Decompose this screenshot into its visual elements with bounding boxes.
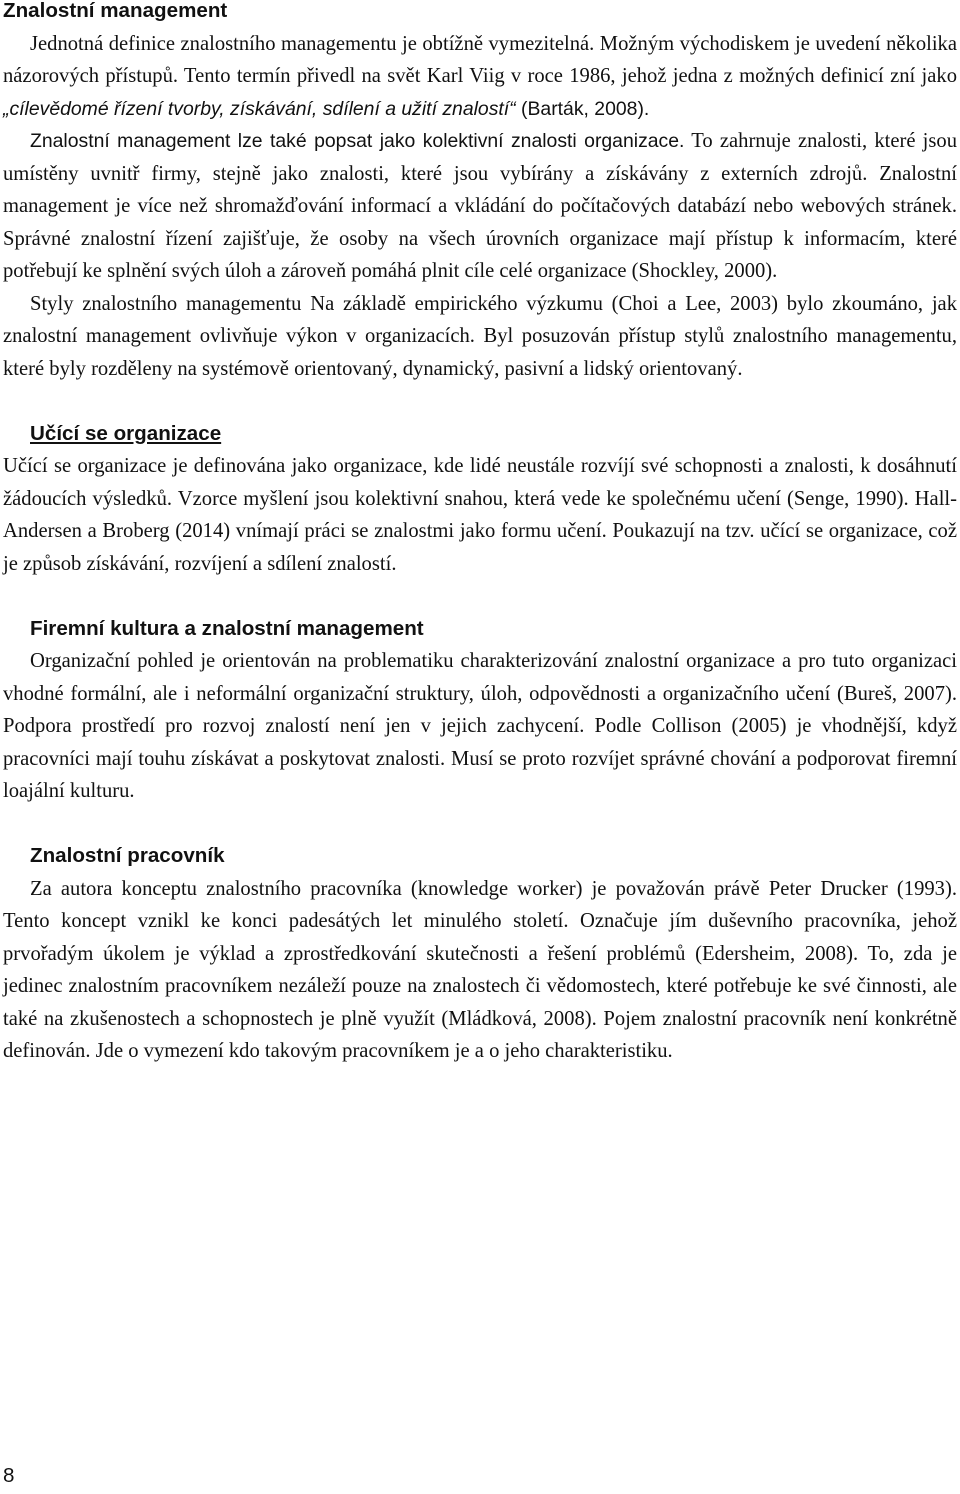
paragraph-learning-organization: Učící se organizace je definována jako organizace, kde lidé neustále rozvíjí své schopnosti a znalosti, k dosáhnutí žádoucích výsledků. Vzorce myšlení jsou kolektivní snahou, která vede ke společnému učení (Senge, 1990). Hall-Andersen a Broberg (2014) vnímají práci se znalostmi jako formu učení. Poukazují na tzv. učící se organizace, což je způsob získávání, rozvíjení a sdílení znalostí. bbox=[3, 455, 957, 575]
document-page bbox=[3, 0, 957, 1068]
paragraph-corporate-culture: Organizační pohled je orientován na problematiku charakterizování znalostní organizace a pro tuto organizaci vhodné formální, ale i neformální organizační struktury, úloh, odpovědnosti a organizačního učení (Bureš, 2007). Podpora prostředí pro rozvoj znalostí není jen v jejich zachycení. Podle Collison (2005) je vhodnější, když pracovníci mají touhu získávat a poskytovat znalosti. Musí se proto rozvíjet správné chování a podporovat firemní loajální kulturu. bbox=[3, 650, 957, 802]
quoted-definition: „cílevědomé řízení tvorby, získávání, sdílení a užití znalostí“ bbox=[3, 97, 516, 120]
paragraph-km-text-1: Jednotná definice znalostního managementu je obtížně vymezitelná. Možným východiskem je uvedení několika názorových přístupů. Tento termín přivedl na svět Karl Viig v roce 1986, jehož jedna z možných definicí zní jako bbox=[3, 32, 957, 87]
section-heading-corporate-culture: Firemní kultura a znalostní management bbox=[30, 616, 424, 640]
section-spacer bbox=[3, 808, 957, 841]
paragraph-knowledge-worker: Za autora konceptu znalostního pracovníka (knowledge worker) je považován právě Peter Drucker (1993). Tento koncept vznikl ke konci padesátých let minulého století. Označuje jím duševního pracovníka, jehož prvořadým úkolem je výklad a zprostředkování skutečnosti a řešení problémů (Edersheim, 2008). To, zda je jedinec znalostním pracovníkem nezáleží pouze na znalostech či vědomostech, které potřebuje ke své činnosti, ale také na zkušenostech a schopnostech je plně využít (Mládková, 2008). Pojem znalostní pracovník není konkrétně definován. Jde o vymezení kdo takovým pracovníkem je a o jeho charakteristiku. bbox=[3, 877, 957, 1062]
section-spacer bbox=[3, 385, 957, 418]
section-heading-knowledge-worker: Znalostní pracovník bbox=[30, 844, 225, 867]
paragraph-km-collective bbox=[3, 125, 957, 288]
paragraph-km-definition bbox=[3, 28, 957, 126]
page-number: 8 bbox=[3, 1464, 15, 1487]
section-heading-learning-organization: Učící se organizace bbox=[30, 421, 222, 445]
paragraph-km-lead-sentence: Znalostní management lze také popsat jako kolektivní znalosti organizace. bbox=[30, 130, 685, 152]
paragraph-km-styles: Styly znalostního managementu Na základě empirického výzkumu (Choi a Lee, 2003) bylo zkoumáno, jak znalostní management ovlivňuje výkon v organizacích. Byl posuzován přístup stylů znalostního managementu, které byly rozděleny na systémově orientovaný, dynamický, pasivní a lidský orientovaný. bbox=[3, 292, 957, 380]
citation-bartak: (Barták, 2008). bbox=[515, 97, 650, 120]
section-spacer bbox=[3, 580, 957, 613]
section-heading-knowledge-management: Znalostní management bbox=[3, 0, 228, 22]
paragraph-km-body: To zahrnuje znalosti, které jsou umístěny uvnitř firmy, stejně jako znalosti, které jsou vybírány a získávány z externích zdrojů. Znalostní management je více než shromažďování informací a vkládání do počítačových databází nebo webových stránek. Správné znalostní řízení zajišťuje, že osoby na všech úrovních organizace mají přístup k informacím, které potřebují ke splnění svých úloh a zároveň pomáhá plnit cíle celé organizace (Shockley, 2000). bbox=[3, 130, 958, 282]
